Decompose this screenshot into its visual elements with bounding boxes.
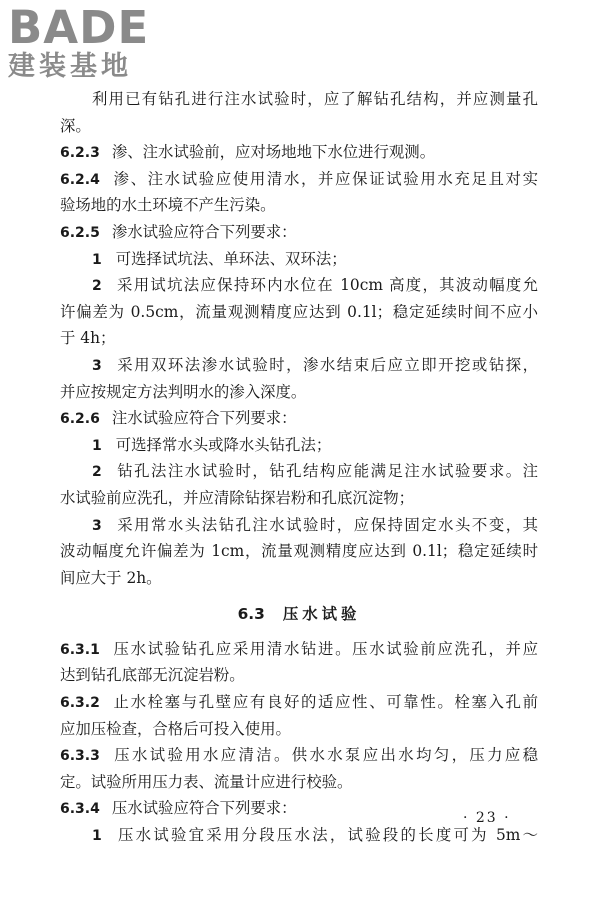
clause-number: 6.2.5 [60, 224, 100, 241]
item-number: 1 [92, 828, 102, 845]
text-line: 间应大于 2h。 [60, 568, 162, 587]
text-line: 许偏差为 0.5cm，流量观测精度应达到 0.1l；稳定延续时间不应小 [60, 302, 538, 321]
list-item [60, 246, 538, 273]
clause-text: 压水试验应符合下列要求： [111, 799, 297, 818]
list-item [60, 458, 538, 485]
section-heading-6-3 [60, 601, 538, 628]
item-text: 采用双环法渗水试验时，渗水结束后应立即开挖或钻探， [115, 355, 538, 374]
item-number: 1 [92, 437, 102, 454]
clause-text: 渗、注水试验应使用清水，并应保证试验用水充足且对实 [111, 169, 538, 188]
item-number: 2 [92, 464, 102, 481]
bade-logo [8, 1, 183, 86]
item-text: 采用试坑法应保持环内水位在 10cm 高度，其波动幅度允 [115, 276, 538, 295]
list-item [60, 352, 538, 379]
logo-mark: BADE [8, 1, 150, 54]
text-line: 定。试验所用压力表、流量计应进行校验。 [60, 772, 353, 791]
item-text: 可选择试坑法、单环法、双环法； [115, 249, 347, 268]
page-number: · 23 · [463, 810, 511, 826]
list-item [60, 272, 538, 299]
clause-number: 6.2.3 [60, 145, 100, 162]
clause-text: 止水栓塞与孔壁应有良好的适应性、可靠性。栓塞入孔前 [111, 693, 538, 712]
clause-6-2-3 [60, 139, 538, 166]
list-item [60, 512, 538, 539]
clause-number: 6.2.6 [60, 411, 100, 428]
item-number: 3 [92, 357, 102, 374]
clause-6-2-5 [60, 219, 538, 246]
text-line: 于 4h； [60, 329, 116, 348]
item-text: 可选择常水头或降水头钻孔法； [115, 435, 332, 454]
text-line: 深。 [60, 116, 91, 135]
clause-number: 6.3.3 [60, 748, 100, 765]
list-item [60, 432, 538, 459]
list-item [60, 822, 538, 849]
text-line: 水试验前应洗孔，并应清除钻探岩粉和孔底沉淀物； [60, 488, 414, 507]
clause-number: 6.3.4 [60, 801, 100, 818]
clause-number: 6.3.1 [60, 641, 100, 658]
text-line: 并应按规定方法判明水的渗入深度。 [60, 382, 307, 401]
clause-text: 压水试验用水应清洁。供水水泵应出水均匀，压力应稳 [111, 746, 538, 765]
item-number: 2 [92, 278, 102, 295]
clause-text: 渗、注水试验前，应对场地地下水位进行观测。 [111, 143, 436, 162]
text-line: 应加压检查，合格后可投入使用。 [60, 719, 291, 738]
text-line: 利用已有钻孔进行注水试验时，应了解钻孔结构，并应测量孔 [92, 90, 538, 108]
clause-text: 渗水试验应符合下列要求： [111, 222, 297, 241]
text-line: 波动幅度允许偏差为 1cm，流量观测精度应达到 0.1l；稳定延续时 [60, 542, 538, 561]
clause-6-2-4 [60, 166, 538, 193]
item-text: 采用常水头法钻孔注水试验时，应保持固定水头不变，其 [115, 515, 538, 534]
item-number: 3 [92, 517, 102, 534]
item-text: 压水试验宜采用分段压水法，试验段的长度可为 5m～ [115, 826, 538, 845]
clause-6-3-1 [60, 636, 538, 663]
text-line: 达到钻孔底部无沉淀岩粉。 [60, 666, 245, 685]
clause-number: 6.3.2 [60, 695, 100, 712]
clause-number: 6.2.4 [60, 171, 100, 188]
clause-6-3-3 [60, 742, 538, 769]
clause-text: 压水试验钻孔应采用清水钻进。压水试验前应洗孔，并应 [111, 639, 538, 658]
page-body [60, 86, 538, 849]
section-number: 6.3 [237, 605, 265, 624]
item-number: 1 [92, 251, 102, 268]
logo-subtitle: 建装基地 [8, 51, 132, 82]
clause-6-3-2 [60, 689, 538, 716]
section-title: 压水试验 [282, 605, 361, 624]
clause-text: 注水试验应符合下列要求： [111, 409, 297, 428]
clause-6-2-6 [60, 405, 538, 432]
item-text: 钻孔法注水试验时，钻孔结构应能满足注水试验要求。注 [115, 462, 538, 481]
text-line: 验场地的水土环境不产生污染。 [60, 196, 276, 215]
